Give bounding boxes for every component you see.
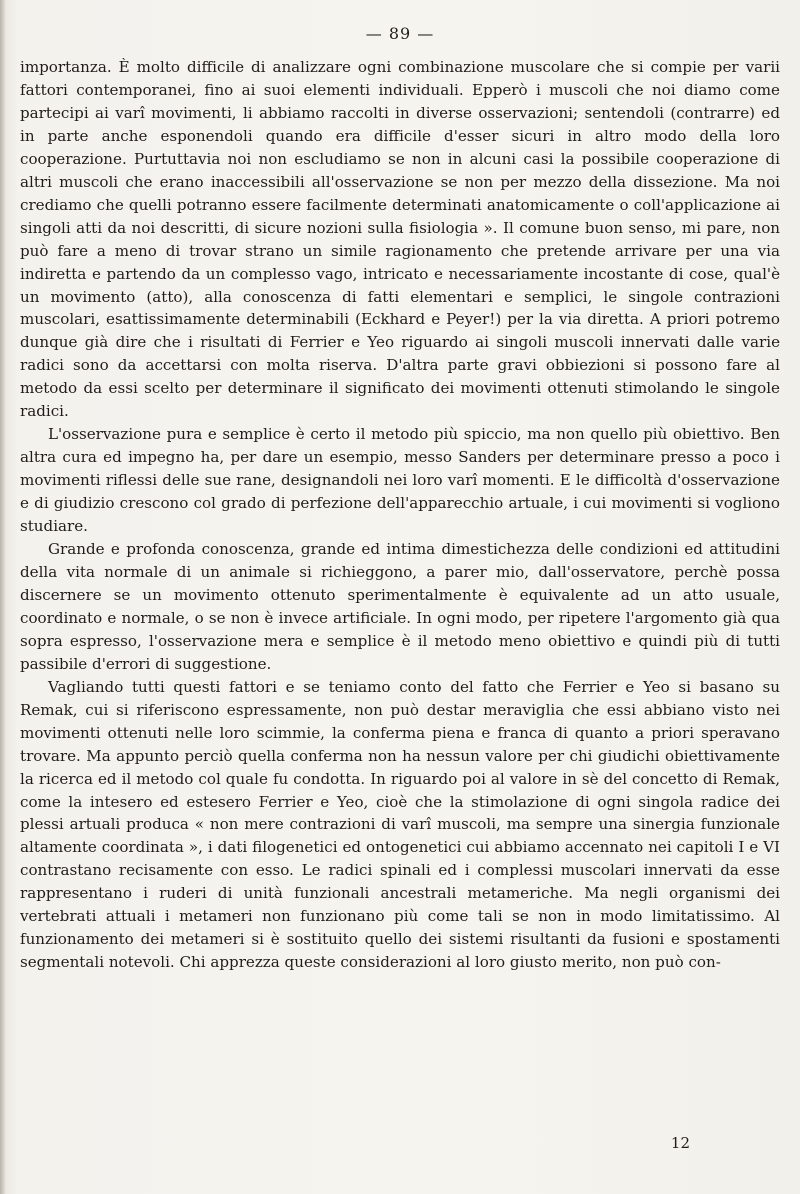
paragraph: L'osservazione pura e semplice è certo il metodo più spiccio, ma non quello più obiettivo. Ben altra cura ed impegno ha, per dare un esempio, messo Sanders per determinare presso a poco i movimenti riflessi delle sue rane, designandoli nei loro varî momenti. E le difficoltà d'osservazione e di giudizio crescono col grado di perfezione dell'apparecchio artuale, i cui movimenti si vogliono studiare. [20,425,780,536]
page-text [20,56,780,974]
paragraph: Grande e profonda conoscenza, grande ed intima dimestichezza delle condizioni ed attitudini della vita normale di un animale si richieggono, a parer mio, dall'osservatore, perchè possa discernere se un movimento ottenuto sperimentalmente è equivalente ad un atto usuale, coordinato e normale, o se non è invece artificiale. In ogni modo, per ripetere l'argomento già qua sopra espresso, l'osservazione mera e semplice è il metodo meno obiettivo e quindi più di tutti passibile d'errori di suggestione. [20,540,780,673]
binding-shadow [0,0,6,1194]
page-number: — 89 — [365,24,435,43]
paragraph: importanza. È molto difficile di analizzare ogni combinazione muscolare che si compie per varii fattori contemporanei, fino ai suoi elementi individuali. Epperò i muscoli che noi diamo come partecipi ai varî movimenti, li abbiamo raccolti in diverse osservazioni; sentendoli (contrarre) ed in parte anche esponendoli quando era difficile d'esser sicuri in altro modo della loro cooperazione. Purtuttavia noi non escludiamo se non in alcuni casi la possibile cooperazione di altri muscoli che erano inaccessibili all'osservazione se non per mezzo della dissezione. Ma noi crediamo che quelli potranno essere facilmente determinati anatomicamente o coll'applicazione ai singoli atti da noi descritti, di sicure nozioni sulla fisiologia ». Il comune buon senso, mi pare, non può fare a meno di trovar strano un simile ragionamento che pretende arrivare per una via indiretta e partendo da un complesso vago, intricato e necessariamente incostante di cose, qual'è un movimento (atto), alla conoscenza di fatti elementari e semplici, le singole contrazioni muscolari, esattissimamente determinabili (Eckhard e Peyer!) per la via diretta. A priori potremo dunque già dire che i risultati di Ferrier e Yeo riguardo ai singoli muscoli innervati dalle varie radici sono da accettarsi con molta riserva. D'altra parte gravi obbiezioni si possono fare al metodo da essi scelto per determinare il significato dei movimenti ottenuti stimolando le singole radici. [20,58,780,421]
signature-mark: 12 [670,1134,690,1152]
paragraph: Vagliando tutti questi fattori e se teniamo conto del fatto che Ferrier e Yeo si basano su Remak, cui si riferiscono espressamente, non può destar meraviglia che essi abbiano visto nei movimenti ottenuti nelle loro scimmie, la conferma piena e franca di quanto a priori speravano trovare. Ma appunto perciò quella conferma non ha nessun valore per chi giudichi obiettivamente la ricerca ed il metodo col quale fu condotta. In riguardo poi al valore in sè del concetto di Remak, come la intesero ed estesero Ferrier e Yeo, cioè che la stimolazione di ogni singola radice dei plessi artuali produca « non mere contrazioni di varî muscoli, ma sempre una sinergia funzionale altamente coordinata », i dati filogenetici ed ontogenetici cui abbiamo accennato nei capitoli I e VI contrastano recisamente con esso. Le radici spinali ed i complessi muscolari innervati da esse rappresentano i ruderi di unità funzionali ancestrali metameriche. Ma negli organismi dei vertebrati attuali i metameri non funzionano più come tali se non in modo limitatissimo. Al funzionamento dei metameri si è sostituito quello dei sistemi risultanti da fusioni e spostamenti segmentali notevoli. Chi apprezza queste considerazioni al loro giusto merito, non può con- [20,677,780,972]
